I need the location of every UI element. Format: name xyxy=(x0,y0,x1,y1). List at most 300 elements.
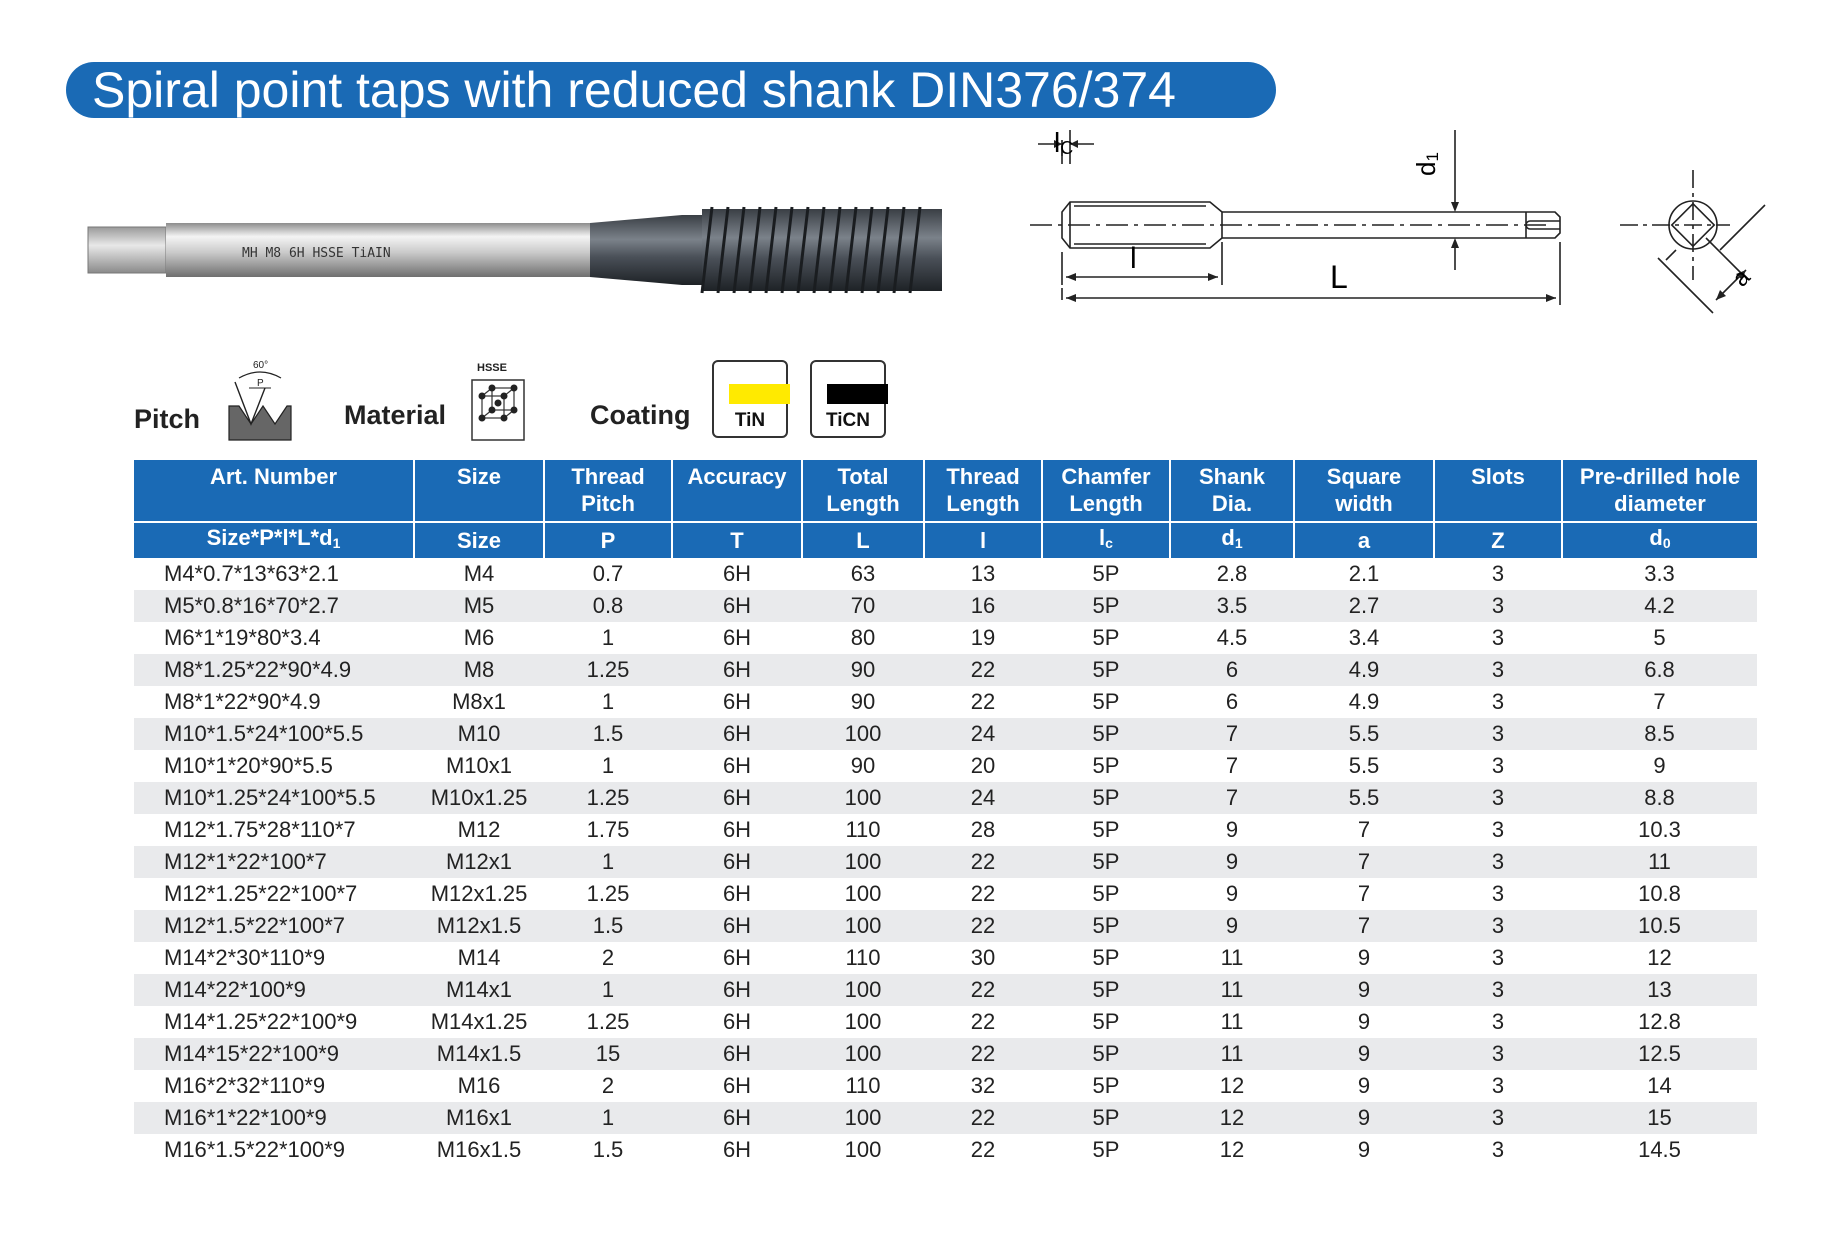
art-number-cell: M14*15*22*100*9 xyxy=(134,1038,414,1070)
table-cell: 110 xyxy=(845,945,881,970)
label-l: l xyxy=(1130,242,1137,275)
table-cell: 3 xyxy=(1491,753,1505,778)
table-cell: 70 xyxy=(802,590,924,622)
table-cell: 100 xyxy=(802,1038,924,1070)
table-cell: 90 xyxy=(802,654,924,686)
table-cell: 12 xyxy=(1647,945,1672,970)
table-cell: 5.5 xyxy=(1294,782,1434,814)
table-cell: M16 xyxy=(457,1073,501,1098)
table-cell: 3 xyxy=(1491,689,1505,714)
table-cell: 2.1 xyxy=(1348,561,1380,586)
table-cell: 90 xyxy=(850,689,876,714)
column-header-line1: Thread xyxy=(946,464,1020,489)
coating-ticn-color xyxy=(827,384,888,404)
column-header-line2: Length xyxy=(946,491,1020,516)
table-cell: 5P xyxy=(1042,1038,1170,1070)
column-symbol-main: d xyxy=(1649,525,1663,550)
table-cell: 13 xyxy=(1562,974,1757,1006)
table-cell: 3.4 xyxy=(1348,625,1380,650)
table-cell: 2 xyxy=(601,1073,615,1098)
table-body xyxy=(134,558,1757,1166)
table-cell: 6H xyxy=(722,625,752,650)
column-symbol-main: l xyxy=(1099,525,1106,550)
column-header xyxy=(544,460,672,522)
table-cell: 11 xyxy=(1220,945,1244,970)
spec-table xyxy=(134,460,1757,1166)
table-cell: 7 xyxy=(1653,689,1666,714)
coating-ticn-name: TiCN xyxy=(826,410,870,431)
table-cell: 5P xyxy=(1092,945,1120,970)
table-row xyxy=(134,942,1757,974)
table-cell: 100 xyxy=(844,1137,882,1162)
table-cell: 110 xyxy=(845,817,881,842)
table-cell: 1 xyxy=(601,689,615,714)
column-header-line1: Pre-drilled hole xyxy=(1579,464,1741,489)
coating-swatch-tin xyxy=(712,360,788,438)
column-symbol-main: l xyxy=(979,527,987,553)
table-cell: 22 xyxy=(924,910,1042,942)
table-cell: M5 xyxy=(414,590,544,622)
table-cell: 6H xyxy=(722,1073,752,1098)
art-number-cell: M12*1.75*28*110*7 xyxy=(164,817,356,842)
tap-photo xyxy=(82,205,942,315)
table-row xyxy=(134,910,1757,942)
table-cell: M16x1 xyxy=(414,1102,544,1134)
table-cell: 1 xyxy=(544,1102,672,1134)
table-cell: 7 xyxy=(1294,846,1434,878)
table-cell: 100 xyxy=(802,846,924,878)
table-row xyxy=(134,1038,1757,1070)
table-cell: M10 xyxy=(414,718,544,750)
art-number-cell: M14*1.25*22*100*9 xyxy=(164,1009,358,1034)
table-cell: 6.8 xyxy=(1562,654,1757,686)
table-cell: 16 xyxy=(924,590,1042,622)
table-cell: 6H xyxy=(672,590,802,622)
column-header-line2: Length xyxy=(826,491,900,516)
table-cell: 9 xyxy=(1294,1102,1434,1134)
table-cell: 3 xyxy=(1491,945,1505,970)
table-cell: 3 xyxy=(1434,1038,1562,1070)
table-cell: 1 xyxy=(544,974,672,1006)
column-symbol-subscript: 0 xyxy=(1662,535,1671,551)
table-cell: 6H xyxy=(672,782,802,814)
table-cell: 11 xyxy=(1562,846,1757,878)
table-cell: 1.25 xyxy=(586,1009,630,1034)
table-row xyxy=(134,974,1757,1006)
table-cell: 100 xyxy=(802,718,924,750)
pitch-icon xyxy=(225,358,295,446)
table-row xyxy=(134,1006,1757,1038)
column-symbol-subscript: c xyxy=(1105,535,1113,551)
table-cell: 5P xyxy=(1092,1073,1120,1098)
table-cell: 6H xyxy=(722,881,752,906)
table-cell: 15 xyxy=(1562,1102,1757,1134)
column-symbol-main: Size*P*l*L*d xyxy=(206,525,333,550)
table-cell: M14x1.5 xyxy=(414,1038,544,1070)
table-cell: 100 xyxy=(844,1009,882,1034)
table-cell: 30 xyxy=(970,945,996,970)
table-cell: 22 xyxy=(970,689,996,714)
art-number-cell: M12*1*22*100*7 xyxy=(134,846,414,878)
table-header-row xyxy=(134,460,1757,522)
table-cell: 9 xyxy=(1653,753,1666,778)
table-cell: 4.9 xyxy=(1348,689,1380,714)
column-header xyxy=(1562,460,1757,522)
table-cell: 6H xyxy=(672,1102,802,1134)
table-cell: 4.2 xyxy=(1562,590,1757,622)
table-cell: 2.8 xyxy=(1216,561,1248,586)
column-symbol xyxy=(924,522,1042,558)
table-cell: 9 xyxy=(1357,1009,1371,1034)
table-cell: 5.5 xyxy=(1294,718,1434,750)
table-cell: 6H xyxy=(672,1038,802,1070)
table-cell: 6H xyxy=(672,654,802,686)
table-cell: 6H xyxy=(722,817,752,842)
table-cell: 8.5 xyxy=(1562,718,1757,750)
column-symbol xyxy=(1170,522,1294,558)
column-header-line2: Length xyxy=(1069,491,1143,516)
table-cell: 14.5 xyxy=(1638,1137,1681,1162)
table-cell: 5P xyxy=(1042,910,1170,942)
art-number-cell: M10*1.5*24*100*5.5 xyxy=(134,718,414,750)
table-cell: 2.7 xyxy=(1294,590,1434,622)
table-row xyxy=(134,846,1757,878)
table-cell: 100 xyxy=(802,910,924,942)
table-cell: M4 xyxy=(463,561,495,586)
table-cell: 100 xyxy=(802,974,924,1006)
table-cell: M14 xyxy=(457,945,501,970)
table-cell: M14x1 xyxy=(414,974,544,1006)
table-cell: 3 xyxy=(1491,1073,1505,1098)
table-cell: 6H xyxy=(722,1137,752,1162)
table-cell: M12x1 xyxy=(414,846,544,878)
table-cell: 1.5 xyxy=(544,910,672,942)
page-title-banner xyxy=(66,62,1276,118)
table-cell: 7 xyxy=(1357,881,1371,906)
column-header-line1: Art. Number xyxy=(209,464,338,489)
page-title: Spiral point taps with reduced shank DIN376/374 xyxy=(92,62,1176,118)
table-cell: 100 xyxy=(844,881,882,906)
column-header xyxy=(802,460,924,522)
legend-row xyxy=(0,350,1847,450)
column-header-line1: Chamfer xyxy=(1061,464,1151,489)
art-number-cell: M14*22*100*9 xyxy=(134,974,414,1006)
table-cell: 5P xyxy=(1042,974,1170,1006)
label-lc: lC xyxy=(1054,127,1074,158)
table-cell: M8x1 xyxy=(452,689,506,714)
tap-engraving: MH M8 6H HSSE TiAIN xyxy=(242,246,391,261)
column-symbol-subscript: 1 xyxy=(1234,535,1243,551)
column-symbol-main: d xyxy=(1221,525,1235,550)
table-cell: 9 xyxy=(1294,1038,1434,1070)
table-cell: 5P xyxy=(1092,689,1120,714)
technical-drawing xyxy=(1030,120,1800,360)
table-cell: 6H xyxy=(722,945,752,970)
table-cell: 6H xyxy=(722,1009,752,1034)
table-cell: 22 xyxy=(924,846,1042,878)
table-cell: 6H xyxy=(722,753,752,778)
table-cell: 5.5 xyxy=(1348,753,1380,778)
table-cell: 3 xyxy=(1434,1102,1562,1134)
table-cell: 14 xyxy=(1647,1073,1672,1098)
art-number-cell: M16*1.5*22*100*9 xyxy=(164,1137,346,1162)
pitch-label: Pitch xyxy=(134,404,201,434)
table-row xyxy=(134,878,1757,910)
table-cell: 9 xyxy=(1357,1073,1371,1098)
table-cell: 3.5 xyxy=(1170,590,1294,622)
svg-text:HSSE: HSSE xyxy=(477,362,507,374)
table-cell: 5P xyxy=(1042,654,1170,686)
table-cell: 5P xyxy=(1042,1102,1170,1134)
column-symbol-main: P xyxy=(600,527,616,553)
table-cell: 1 xyxy=(601,753,615,778)
coating-tin-name: TiN xyxy=(734,410,766,431)
table-cell: 1 xyxy=(544,846,672,878)
table-cell: 7 xyxy=(1225,753,1239,778)
table-cell: 12 xyxy=(1170,1102,1294,1134)
table-cell: 22 xyxy=(970,1009,996,1034)
table-cell: 22 xyxy=(970,1137,996,1162)
column-header xyxy=(1170,460,1294,522)
column-header-line1: Accuracy xyxy=(687,464,787,489)
column-symbol-main: L xyxy=(856,527,870,553)
column-header xyxy=(1042,460,1170,522)
table-cell: 3 xyxy=(1491,881,1505,906)
coating-swatch-ticn xyxy=(810,360,886,438)
table-cell: 3 xyxy=(1434,782,1562,814)
art-number-cell: M5*0.8*16*70*2.7 xyxy=(134,590,414,622)
table-cell: 32 xyxy=(970,1073,996,1098)
table-cell: M12 xyxy=(457,817,501,842)
table-cell: 3 xyxy=(1491,625,1505,650)
column-symbol xyxy=(544,522,672,558)
column-header xyxy=(924,460,1042,522)
table-cell: 22 xyxy=(924,974,1042,1006)
table-cell: 4.5 xyxy=(1216,625,1248,650)
table-cell: 3 xyxy=(1434,718,1562,750)
svg-text:P: P xyxy=(257,378,264,389)
column-header xyxy=(414,460,544,522)
art-number-cell: M10*1.25*24*100*5.5 xyxy=(134,782,414,814)
table-cell: 9 xyxy=(1357,945,1371,970)
table-cell: M8 xyxy=(414,654,544,686)
table-cell: 11 xyxy=(1220,1009,1244,1034)
table-cell: 3 xyxy=(1434,654,1562,686)
table-cell: 1.5 xyxy=(592,1137,624,1162)
art-number-cell: M6*1*19*80*3.4 xyxy=(164,625,321,650)
table-cell: 100 xyxy=(802,782,924,814)
art-number-cell: M8*1*22*90*4.9 xyxy=(164,689,321,714)
table-cell: 7 xyxy=(1357,817,1371,842)
art-number-cell: M16*2*32*110*9 xyxy=(164,1073,326,1098)
column-header-line2: Dia. xyxy=(1211,491,1253,516)
table-cell: 9 xyxy=(1294,974,1434,1006)
table-row xyxy=(134,782,1757,814)
art-number-cell: M8*1.25*22*90*4.9 xyxy=(134,654,414,686)
column-symbol-main: T xyxy=(730,527,744,553)
table-cell: 22 xyxy=(924,1102,1042,1134)
svg-text:60°: 60° xyxy=(253,360,269,371)
table-cell: 1.25 xyxy=(544,782,672,814)
column-header-line1: Shank xyxy=(1198,464,1266,489)
table-cell: 1.5 xyxy=(544,718,672,750)
table-row xyxy=(134,814,1757,846)
table-cell: 5P xyxy=(1042,590,1170,622)
table-cell: 110 xyxy=(845,1073,881,1098)
table-cell: 1.25 xyxy=(586,881,630,906)
material-label: Material xyxy=(344,400,447,430)
table-cell: 1.25 xyxy=(544,654,672,686)
column-header-line2: Pitch xyxy=(581,491,635,516)
column-symbol-main: Z xyxy=(1491,527,1505,553)
table-cell: 4.9 xyxy=(1294,654,1434,686)
table-row xyxy=(134,718,1757,750)
column-symbol xyxy=(134,522,414,558)
table-row xyxy=(134,622,1757,654)
table-cell: 5P xyxy=(1092,561,1120,586)
table-cell: 63 xyxy=(850,561,876,586)
column-symbol xyxy=(1042,522,1170,558)
column-header xyxy=(672,460,802,522)
label-d1: d1 xyxy=(1411,152,1442,176)
column-header xyxy=(1294,460,1434,522)
table-cell: 5P xyxy=(1092,625,1120,650)
table-cell: 6H xyxy=(672,910,802,942)
table-cell: 24 xyxy=(924,782,1042,814)
table-cell: 9 xyxy=(1357,1137,1371,1162)
table-cell: 100 xyxy=(802,1102,924,1134)
table-cell: 9 xyxy=(1225,817,1239,842)
table-cell: 5P xyxy=(1092,1137,1120,1162)
column-symbol xyxy=(672,522,802,558)
column-symbol xyxy=(1294,522,1434,558)
column-header-line1: Slots xyxy=(1471,464,1525,489)
table-row xyxy=(134,558,1757,590)
table-cell: 11 xyxy=(1170,1038,1294,1070)
table-cell: 5P xyxy=(1092,817,1120,842)
table-cell: 9 xyxy=(1170,846,1294,878)
table-cell: 7 xyxy=(1170,782,1294,814)
table-cell: 80 xyxy=(850,625,876,650)
table-cell: 11 xyxy=(1170,974,1294,1006)
table-cell: 6H xyxy=(672,718,802,750)
table-cell: 13 xyxy=(970,561,996,586)
table-cell: 90 xyxy=(850,753,876,778)
coating-tin-color xyxy=(729,384,790,404)
table-cell: 28 xyxy=(970,817,996,842)
table-cell: 5 xyxy=(1653,625,1666,650)
table-cell: 6H xyxy=(672,846,802,878)
table-cell: 9 xyxy=(1225,881,1239,906)
art-number-cell: M12*1.25*22*100*7 xyxy=(164,881,358,906)
coating-label: Coating xyxy=(590,400,691,430)
table-cell: 6 xyxy=(1225,689,1239,714)
column-header-line2: width xyxy=(1335,491,1393,516)
table-cell: 1 xyxy=(601,625,615,650)
table-cell: 19 xyxy=(970,625,996,650)
table-cell: 22 xyxy=(924,654,1042,686)
table-cell: 6H xyxy=(672,974,802,1006)
table-cell: 6H xyxy=(722,689,752,714)
art-number-cell: M16*1*22*100*9 xyxy=(134,1102,414,1134)
table-cell: 3 xyxy=(1491,1009,1505,1034)
column-symbol xyxy=(1434,522,1562,558)
table-cell: 12 xyxy=(1219,1073,1245,1098)
art-number-cell: M12*1.5*22*100*7 xyxy=(134,910,414,942)
table-cell: 10.8 xyxy=(1638,881,1681,906)
table-cell: 12.5 xyxy=(1562,1038,1757,1070)
table-cell: 1.75 xyxy=(586,817,630,842)
table-row xyxy=(134,1102,1757,1134)
table-row xyxy=(134,590,1757,622)
table-cell: 5P xyxy=(1092,1009,1120,1034)
table-cell: 5P xyxy=(1092,881,1120,906)
table-cell: 2 xyxy=(601,945,615,970)
table-cell: M16x1.5 xyxy=(436,1137,522,1162)
table-cell: 3 xyxy=(1434,590,1562,622)
art-number-cell: M10*1*20*90*5.5 xyxy=(164,753,333,778)
art-number-cell: M4*0.7*13*63*2.1 xyxy=(164,561,339,586)
table-cell: 8.8 xyxy=(1562,782,1757,814)
table-cell: 7 xyxy=(1294,910,1434,942)
table-cell: 3 xyxy=(1491,817,1505,842)
table-cell: 22 xyxy=(970,881,996,906)
table-cell: 5P xyxy=(1042,846,1170,878)
table-cell: 24 xyxy=(924,718,1042,750)
table-cell: M12x1.25 xyxy=(430,881,528,906)
table-row xyxy=(134,654,1757,686)
column-header-line1: Square xyxy=(1326,464,1402,489)
table-cell: 7 xyxy=(1170,718,1294,750)
table-cell: M10x1.25 xyxy=(414,782,544,814)
table-cell: 5P xyxy=(1042,782,1170,814)
label-a: a xyxy=(1727,263,1756,293)
column-header xyxy=(1434,460,1562,522)
table-cell: 3 xyxy=(1434,910,1562,942)
table-symbol-row xyxy=(134,522,1757,558)
column-header-line1: Thread xyxy=(571,464,645,489)
table-cell: 6 xyxy=(1170,654,1294,686)
table-row xyxy=(134,750,1757,782)
art-number-cell: M14*2*30*110*9 xyxy=(164,945,326,970)
column-symbol-main: Size xyxy=(456,527,502,553)
table-cell: 20 xyxy=(970,753,996,778)
column-symbol-subscript: 1 xyxy=(332,535,341,551)
table-cell: 10.3 xyxy=(1638,817,1681,842)
table-cell: M6 xyxy=(463,625,495,650)
table-cell: M10x1 xyxy=(445,753,513,778)
column-header-line1: Size xyxy=(456,464,502,489)
table-cell: 0.8 xyxy=(544,590,672,622)
table-row xyxy=(134,1134,1757,1166)
table-cell: 3.3 xyxy=(1644,561,1675,586)
table-cell: 3 xyxy=(1434,846,1562,878)
column-header xyxy=(134,460,414,522)
column-symbol xyxy=(802,522,924,558)
table-cell: 6H xyxy=(722,561,752,586)
table-cell: 0.7 xyxy=(592,561,624,586)
table-cell: 22 xyxy=(924,1038,1042,1070)
table-cell: 10.5 xyxy=(1562,910,1757,942)
table-row xyxy=(134,1070,1757,1102)
column-symbol-main: a xyxy=(1357,527,1371,553)
table-cell: 9 xyxy=(1170,910,1294,942)
column-header-line2: diameter xyxy=(1614,491,1706,516)
column-symbol xyxy=(1562,522,1757,558)
table-cell: 15 xyxy=(544,1038,672,1070)
column-symbol xyxy=(414,522,544,558)
table-cell: 12 xyxy=(1219,1137,1245,1162)
